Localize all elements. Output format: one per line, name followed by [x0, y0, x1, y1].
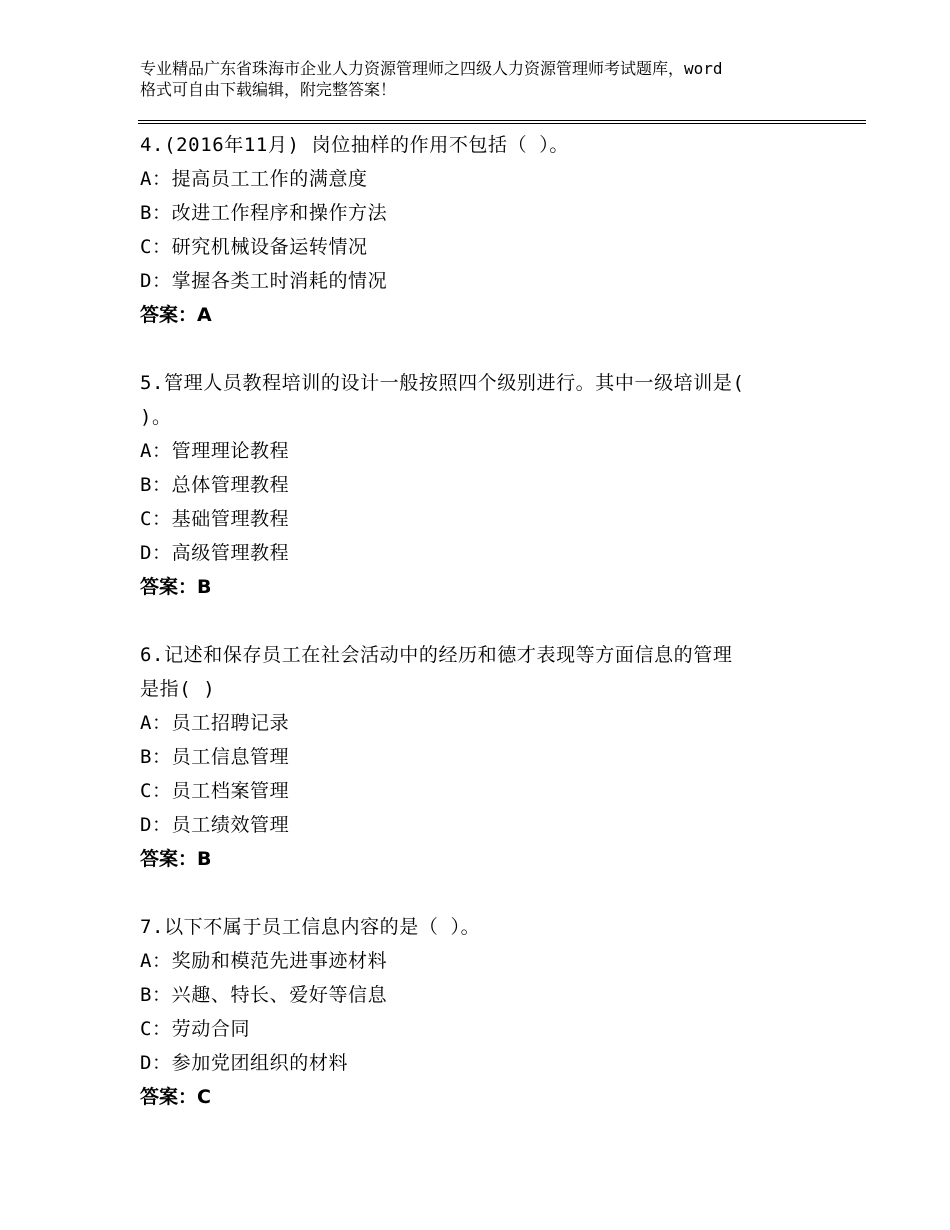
header-divider	[138, 120, 866, 124]
option-b: B：改进工作程序和操作方法	[140, 202, 388, 224]
question-stem-continued: 是指( )	[140, 678, 216, 700]
option-c: C：员工档案管理	[140, 780, 290, 802]
answer: 答案：A	[140, 304, 212, 326]
question-stem: 5.管理人员教程培训的设计一般按照四个级别进行。其中一级培训是(	[140, 372, 745, 394]
question-stem: 7.以下不属于员工信息内容的是（ ）。	[140, 916, 481, 938]
answer: 答案：B	[140, 848, 212, 870]
option-d: D：员工绩效管理	[140, 814, 290, 836]
option-b: B：员工信息管理	[140, 746, 290, 768]
question-6	[140, 638, 840, 910]
option-a: A：提高员工工作的满意度	[140, 168, 368, 190]
option-c: C：基础管理教程	[140, 508, 290, 530]
question-stem-continued: )。	[140, 406, 172, 428]
question-spacer	[140, 332, 840, 366]
header-line-2: 格式可自由下载编辑，附完整答案！	[140, 80, 397, 99]
answer: 答案：C	[140, 1086, 211, 1108]
question-stem: 6.记述和保存员工在社会活动中的经历和德才表现等方面信息的管理	[140, 644, 733, 666]
document-header	[140, 58, 840, 100]
option-b: B：总体管理教程	[140, 474, 290, 496]
question-5	[140, 366, 840, 638]
question-spacer	[140, 876, 840, 910]
option-a: A：员工招聘记录	[140, 712, 290, 734]
answer: 答案：B	[140, 576, 212, 598]
header-line-1: 专业精品广东省珠海市企业人力资源管理师之四级人力资源管理师考试题库，word	[140, 59, 723, 78]
option-a: A：奖励和模范先进事迹材料	[140, 950, 388, 972]
question-7	[140, 910, 840, 1114]
option-d: D：高级管理教程	[140, 542, 290, 564]
option-d: D：参加党团组织的材料	[140, 1052, 349, 1074]
question-spacer	[140, 604, 840, 638]
question-stem: 4.(2016年11月) 岗位抽样的作用不包括（ ）。	[140, 134, 569, 156]
option-c: C：研究机械设备运转情况	[140, 236, 368, 258]
question-4	[140, 128, 840, 366]
option-d: D：掌握各类工时消耗的情况	[140, 270, 388, 292]
question-list	[140, 128, 840, 1114]
option-b: B：兴趣、特长、爱好等信息	[140, 984, 388, 1006]
option-c: C：劳动合同	[140, 1018, 251, 1040]
option-a: A：管理理论教程	[140, 440, 290, 462]
